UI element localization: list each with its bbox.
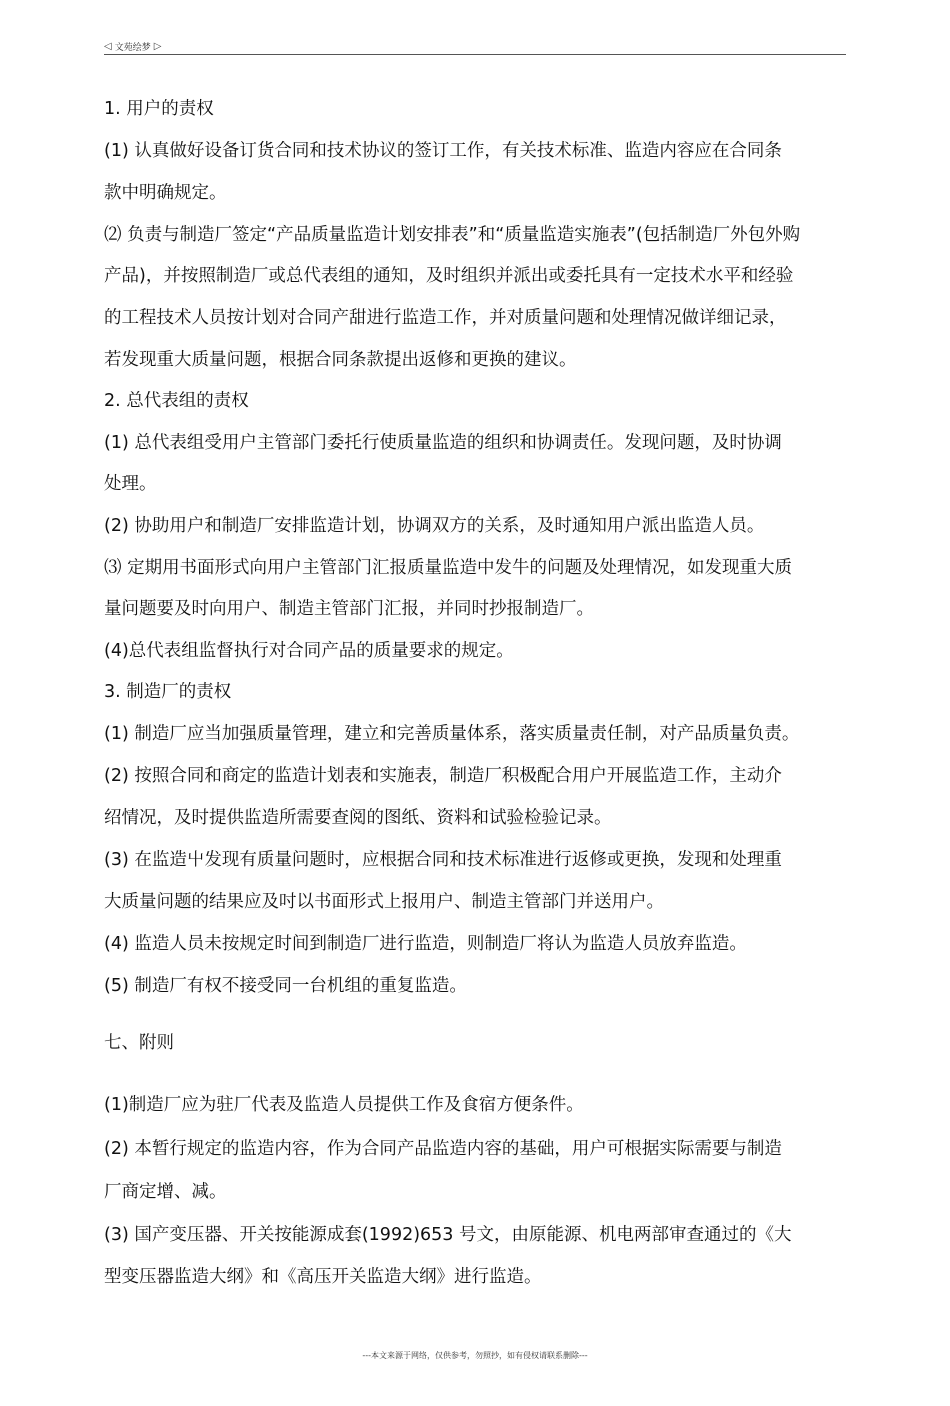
paragraph-line: (3) 在监造屮发现有质量问题时，应根据合同和技术标准进行返修或更换，发现和处理重 [104, 850, 782, 870]
page-header [104, 40, 161, 53]
paragraph-line: 绍情况，及时提供监造所需要查阅的图纸、资料和试验检验记录。 [104, 808, 612, 828]
paragraph-line: 量问题要及时向用户、制造主管部门汇报，并同时抄报制造厂。 [104, 599, 594, 619]
section-heading-appendix: 七、附则 [104, 1033, 174, 1053]
paragraph-line: (2) 协助用户和制造厂安排监造计划，协调双方的关系，及时通知用户派出监造人员。 [104, 516, 765, 536]
paragraph-line: 款中明确规定。 [104, 183, 227, 203]
paragraph-line: (1) 制造厂应当加强质量管理，建立和完善质量体系，落实质量责任制，对产品质量负责。 [104, 724, 800, 744]
paragraph-line: 产品)，并按照制造厂或总代表组的通知，及时组织并派出或委托具有一定技术水平和经验 [104, 266, 794, 286]
paragraph-line: (1)制造厂应为驻厂代表及监造人员提供工作及食宿方便条件。 [104, 1095, 584, 1115]
paragraph-line: 若发现重大质量问题，根据合同条款提出返修和更换的建议。 [104, 350, 577, 370]
paragraph-line: 厂商定增、减。 [104, 1182, 227, 1202]
paragraph-line: ⑶ 定期用书面形式向用户主管部门汇报质量监造中发牛的问题及处理情况，如发现重大质 [104, 558, 793, 578]
right-triangle-icon: ▷ [153, 41, 162, 52]
paragraph-line: 处理。 [104, 474, 157, 494]
paragraph-line: (2) 按照合同和商定的监造计划表和实施表，制造厂积极配合用户开展监造工作，主动介 [104, 766, 782, 786]
section-heading-user: 1. 用户的责权 [104, 99, 214, 119]
paragraph-line: 型变压器监造大纲》和《高压开关监造大纲》进行监造。 [104, 1267, 542, 1287]
paragraph-line: (1) 认真做好设备订货合同和技术协议的签订工作，有关技术标准、监造内容应在合同条 [104, 141, 782, 161]
paragraph-line: (5) 制造厂有权不接受同一台机组的重复监造。 [104, 976, 467, 996]
header-divider [104, 54, 846, 55]
section-heading-representative: 2. 总代表组的责权 [104, 391, 249, 411]
paragraph-line: (2) 本暂行规定的监造内容，作为合同产品监造内容的基础，用户可根据实际需要与制造 [104, 1139, 782, 1159]
paragraph-line: (3) 国产变压器、开关按能源成套(1992)653 号文，由原能源、机电两部审查通过的《大 [104, 1225, 792, 1245]
paragraph-line: (4) 监造人员未按规定时间到制造厂进行监造，则制造厂将认为监造人员放弃监造。 [104, 934, 747, 954]
paragraph-line: 大质量问题的结果应及吋以书面形式上报用户、制造主管部门并送用户。 [104, 892, 664, 912]
paragraph-line: (4)总代表组监督执行对合同产品的质量要求的规定。 [104, 641, 514, 661]
footer-notice: ---本文来源于网络，仅供参考，勿照抄，如有侵权请联系删除--- [362, 1351, 588, 1360]
paragraph-line: ⑵ 负责与制造厂签定“产品质量监造计划安排表”和“质量监造实施表”(包括制造厂外包外购 [104, 225, 801, 245]
paragraph-line: 的工程技术人员按计划对合同产甜进行监造工作，并对质量问题和处理情况做详细记录， [104, 308, 787, 328]
left-triangle-icon: ◁ [104, 41, 112, 52]
section-heading-manufacturer: 3. 制造厂的责权 [104, 682, 232, 702]
paragraph-line: (1) 总代表组受用户主管部门委托行使质量监造的组织和协调责任。发现问题，及时协调 [104, 433, 782, 453]
header-brand: 文苑绘梦 [114, 43, 151, 53]
